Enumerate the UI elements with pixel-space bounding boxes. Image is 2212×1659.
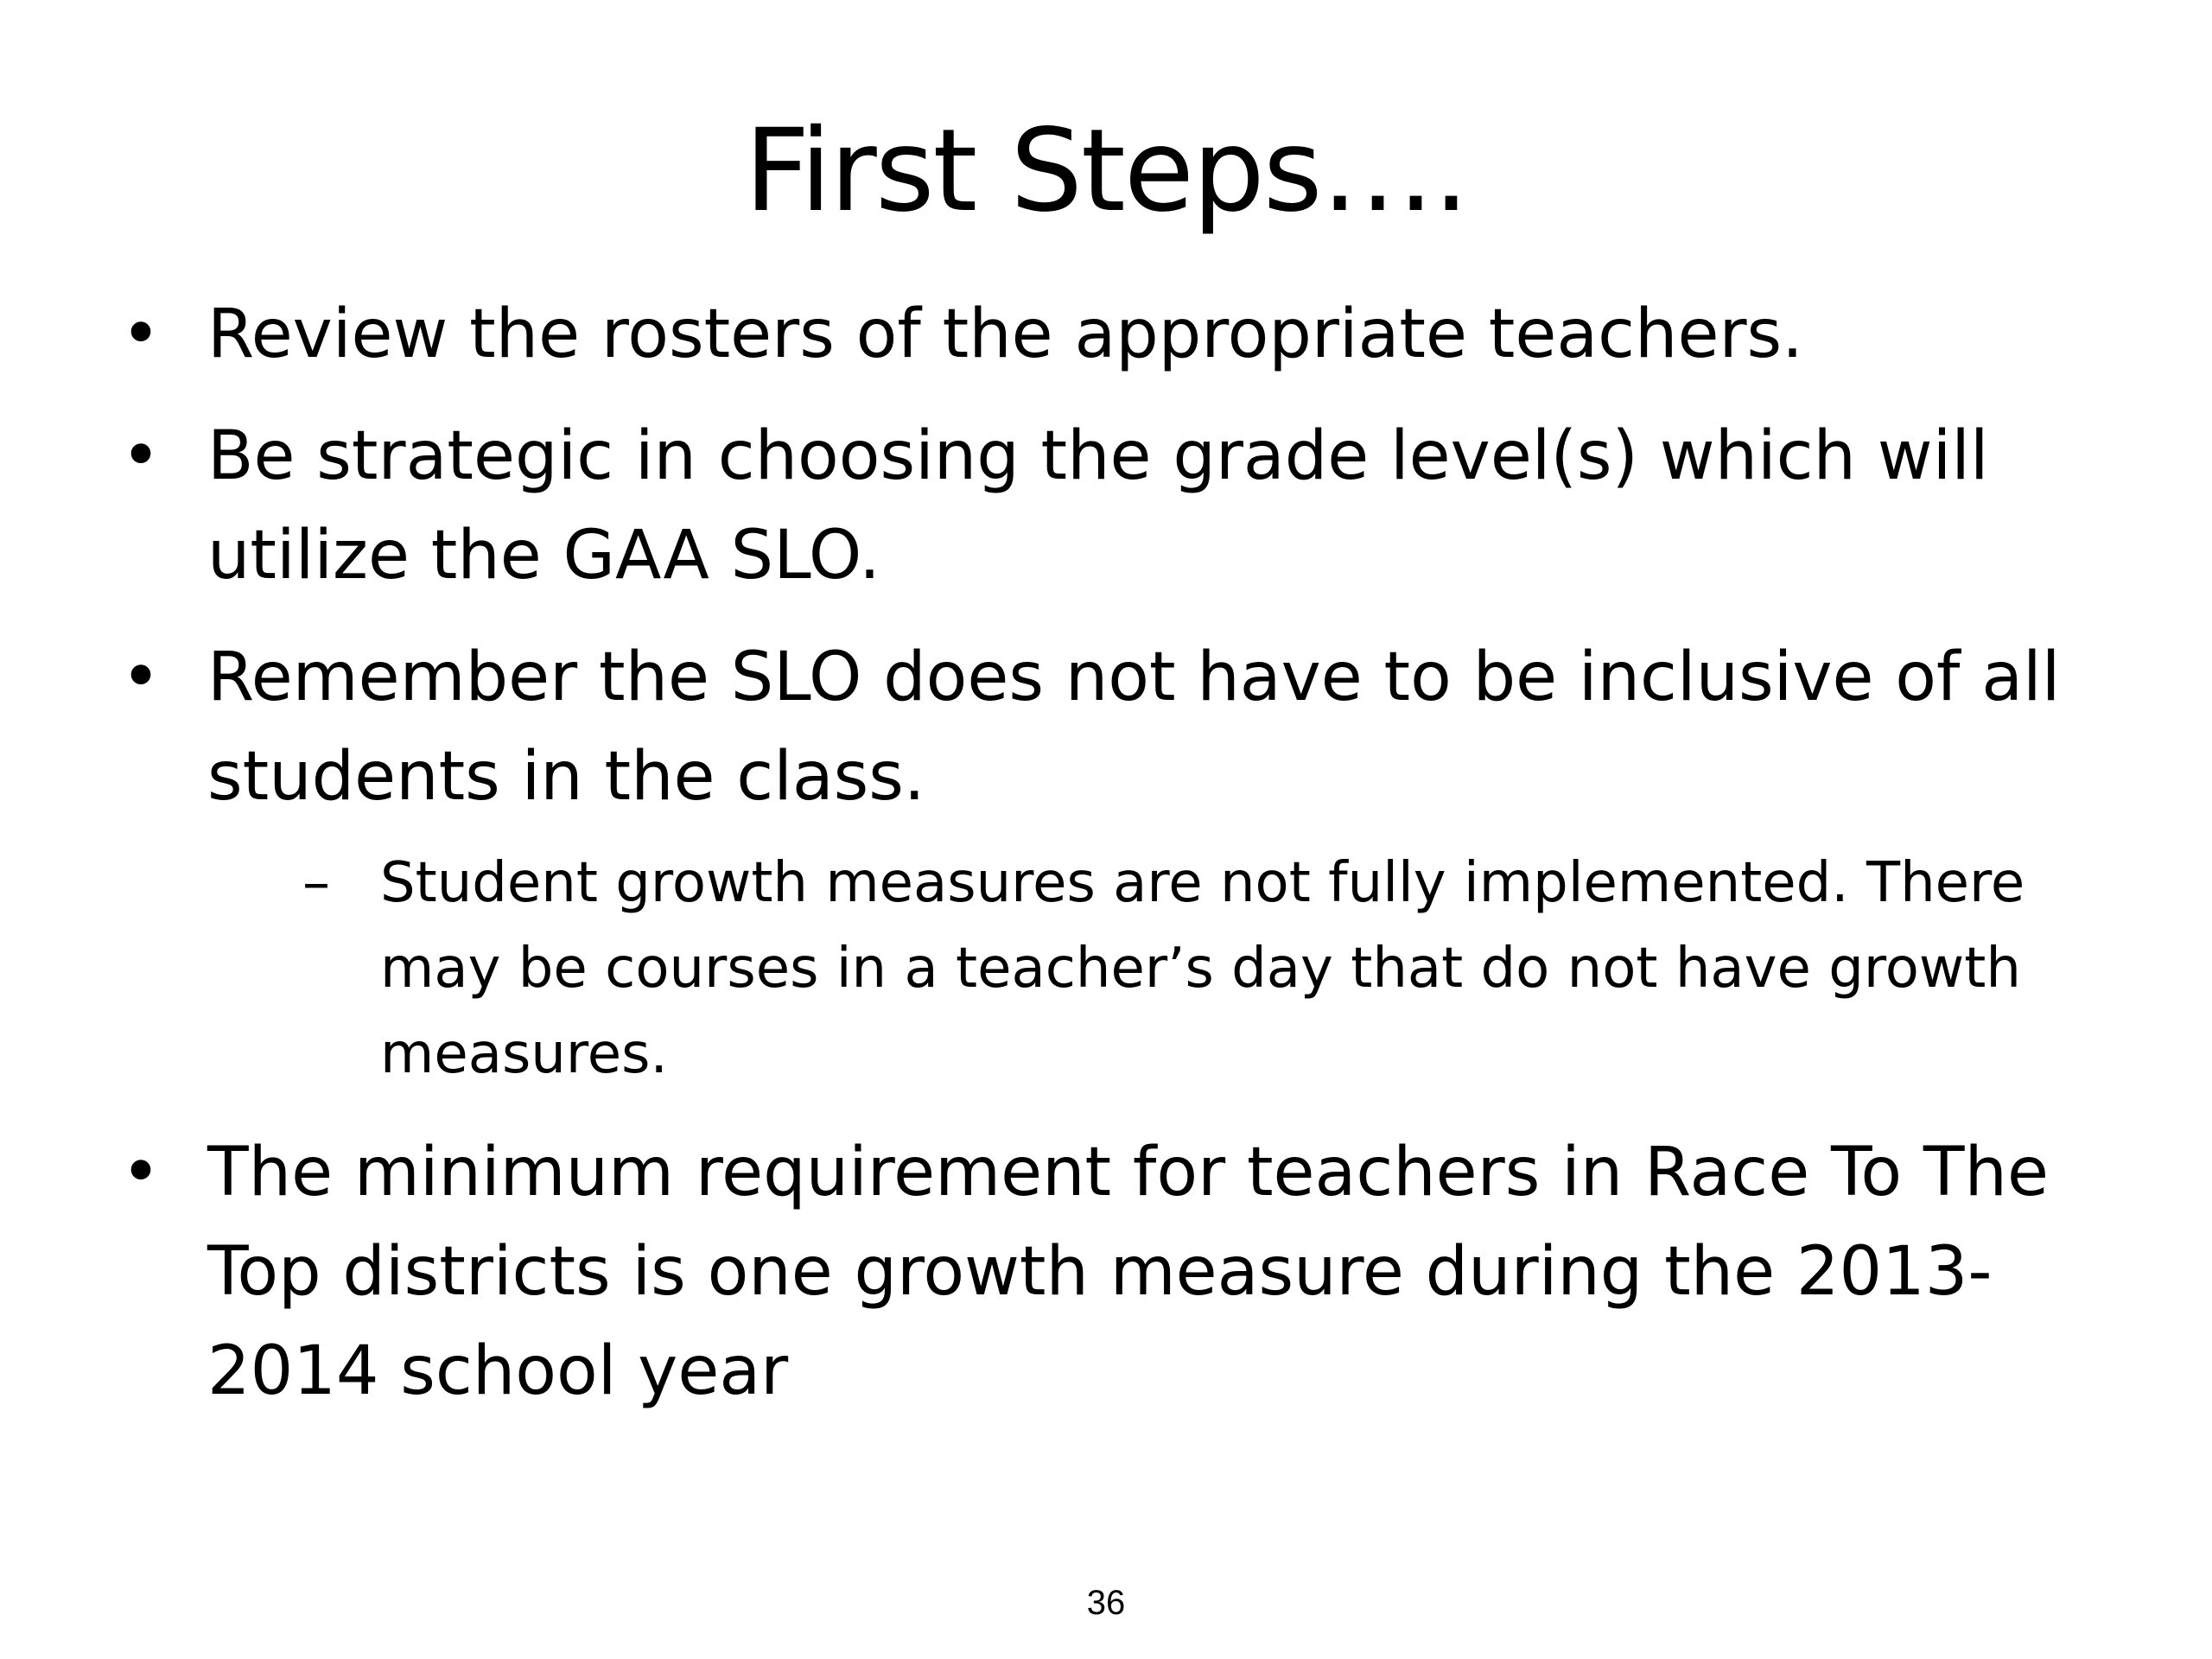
bullet-marker: •	[121, 417, 162, 495]
sub-bullet-item	[302, 841, 2108, 1097]
bullet-item	[121, 407, 2108, 606]
page-number: 36	[1086, 1584, 1126, 1622]
bullet-item	[121, 1123, 2108, 1421]
slide-title: First Steps….	[744, 105, 1468, 238]
bullet-item	[121, 285, 2108, 385]
bullet-marker: •	[121, 1134, 162, 1211]
bullet-marker: •	[121, 296, 162, 373]
slide-content	[121, 285, 2108, 1444]
bullet-text: The minimum requirement for teachers in Race To The Top districts is one growth measure during the 2013-2014 school year	[207, 1134, 2049, 1410]
bullet-marker: •	[121, 639, 162, 716]
sub-bullet-marker: –	[302, 851, 330, 915]
bullet-text: Remember the SLO does not have to be inclusive of all students in the class.	[207, 639, 2061, 816]
bullet-text: Review the rosters of the appropriate teachers.	[207, 296, 1803, 373]
sub-bullet-text: Student growth measures are not fully implemented. There may be courses in a teacher’s day that do not have growth measures.	[380, 851, 2025, 1086]
bullet-item	[121, 628, 2108, 827]
bullet-text: Be strategic in choosing the grade level(s) which will utilize the GAA SLO.	[207, 417, 1989, 594]
